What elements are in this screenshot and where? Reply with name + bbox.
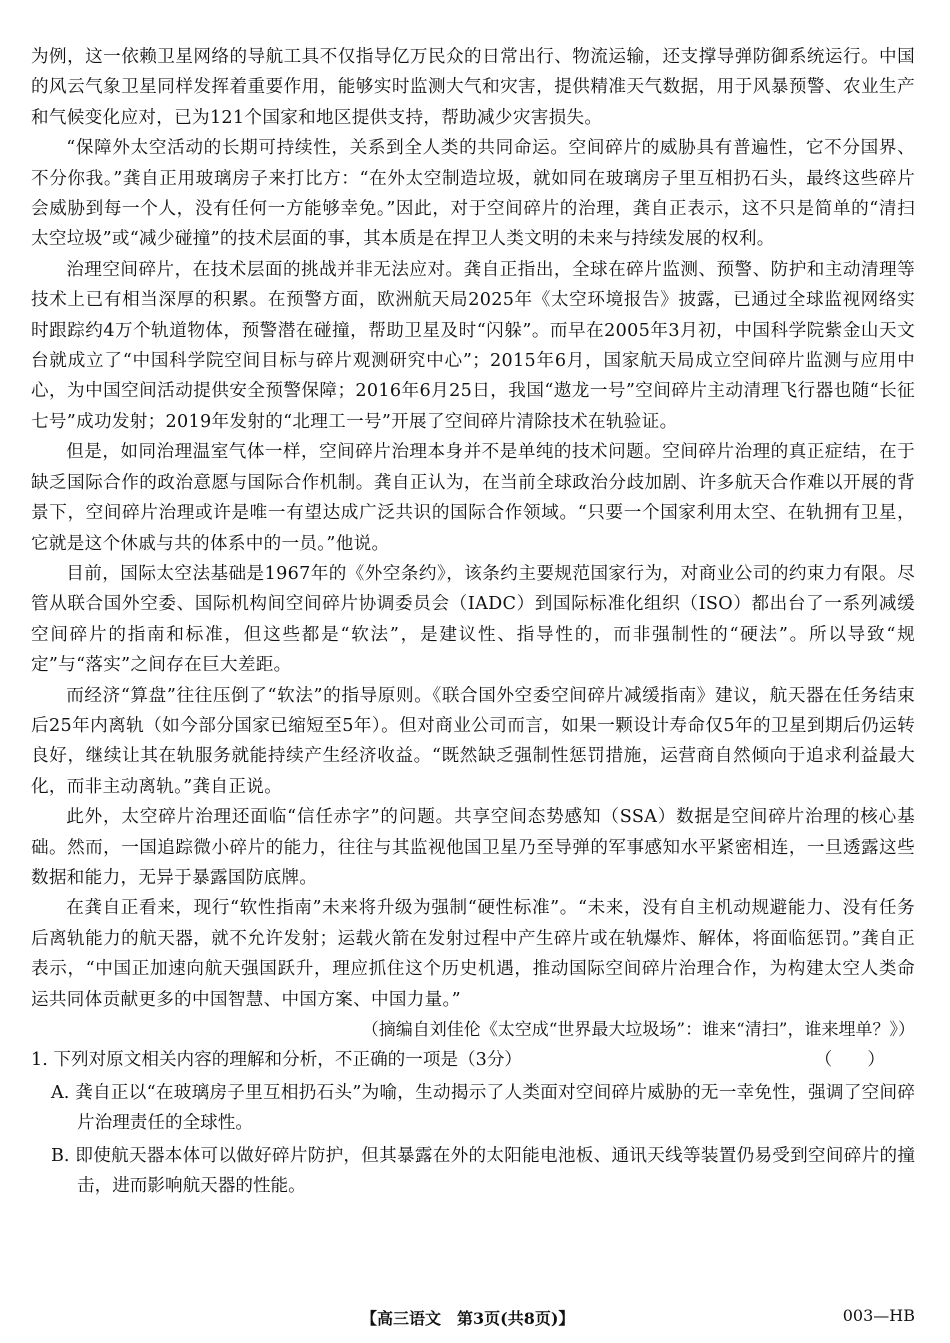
page-footer: [31, 1306, 915, 1343]
question-1: [31, 1045, 915, 1075]
paragraph-7: 此外，太空碎片治理还面临“信任赤字”的问题。共享空间态势感知（SSA）数据是空间碎片治理的核心基础。然而，一国追踪微小碎片的能力，往往与其监视他国卫星乃至导弹的军事感知水平紧密相连，一旦透露这些数据和能力，无异于暴露国防底牌。: [31, 807, 915, 888]
paragraph-3: 治理空间碎片，在技术层面的挑战并非无法应对。龚自正指出，全球在碎片监测、预警、防护和主动清理等技术上已有相当深厚的积累。在预警方面，欧洲航天局2025年《太空环境报告》披露，已通过全球监视网络实时跟踪约4万个轨道物体，预警潜在碰撞，帮助卫星及时“闪躲”。而早在2005年3月初，中国科学院紫金山天文台就成立了“中国科学院空间目标与碎片观测研究中心”；2015年6月，国家航天局成立空间碎片监测与应用中心，为中国空间活动提供安全预警保障；2016年6月25日，我国“遨龙一号”空间碎片主动清理飞行器也随“长征七号”成功发射；2019年发射的“北理工一号”开展了空间碎片清除技术在轨验证。: [31, 259, 915, 432]
option-a: A. 龚自正以“在玻璃房子里互相扔石头”为喻，生动揭示了人类面对空间碎片威胁的无一幸免性，强调了空间碎片治理责任的全球性。: [51, 1082, 915, 1134]
paragraph-8: 在龚自正看来，现行“软性指南”未来将升级为强制“硬性标准”。“未来，没有自主机动规避能力、没有任务后离轨能力的航天器，就不允许发射；运载火箭在发射过程中产生碎片或在轨爆炸、解体，将面临惩罚。”龚自正表示，“中国正加速向航天强国跃升，理应抓住这个历史机遇，推动国际空间碎片治理合作，为构建太空人类命运共同体贡献更多的中国智慧、中国方案、中国力量。”: [31, 898, 915, 1010]
paragraph-4: 但是，如同治理温室气体一样，空间碎片治理本身并不是单纯的技术问题。空间碎片治理的真正症结，在于缺乏国际合作的政治意愿与国际合作机制。龚自正认为，在当前全球政治分歧加剧、许多航天合作难以开展的背景下，空间碎片治理或许是唯一有望达成广泛共识的国际合作领域。“只要一个国家利用太空、在轨拥有卫星，它就是这个休戚与共的体系中的一员。”他说。: [31, 442, 915, 554]
answer-blank: （ ）: [814, 1050, 885, 1071]
question-stem: 1. 下列对原文相关内容的理解和分析，不正确的一项是（3分）: [31, 1050, 523, 1071]
paragraph-5: 目前，国际太空法基础是1967年的《外空条约》，该条约主要规范国家行为，对商业公司的约束力有限。尽管从联合国外空委、国际机构间空间碎片协调委员会（IADC）到国际标准化组织（ISO）都出台了一系列减缓空间碎片的指南和标准，但这些都是“软法”，是建议性、指导性的，而非强制性的“硬法”。所以导致“规定”与“落实”之间存在巨大差距。: [31, 563, 915, 676]
page-number-label: 【高三语文 第3页(共8页)】: [361, 1309, 575, 1328]
paragraph-1: 为例，这一依赖卫星网络的导航工具不仅指导亿万民众的日常出行、物流运输，还支撑导弹防御系统运行。中国的风云气象卫星同样发挥着重要作用，能够实时监测大气和灾害，提供精准天气数据，用于风暴预警、农业生产和气候变化应对，已为121个国家和地区提供支持，帮助减少灾害损失。: [31, 47, 915, 128]
paragraph-2: “保障外太空活动的长期可持续性，关系到全人类的共同命运。空间碎片的威胁具有普遍性，它不分国界、不分你我。”龚自正用玻璃房子来打比方：“在外太空制造垃圾，就如同在玻璃房子里互相扔石头，最终这些碎片会威胁到每一个人，没有任何一方能够幸免。”因此，对于空间碎片的治理，龚自正表示，这不只是简单的“清扫太空垃圾”或“减少碰撞”的技术层面的事，其本质是在捍卫人类文明的未来与持续发展的权利。: [31, 138, 915, 250]
exam-code: 003—HB: [842, 1306, 915, 1325]
source-citation: （摘编自刘佳伦《太空成“世界最大垃圾场”：谁来“清扫”，谁来埋单？》）: [361, 1020, 915, 1040]
option-b: B. 即使航天器本体可以做好碎片防护，但其暴露在外的太阳能电池板、通讯天线等装置仍易受到空间碎片的撞击，进而影响航天器的性能。: [51, 1145, 915, 1197]
paragraph-6: 而经济“算盘”往往压倒了“软法”的指导原则。《联合国外空委空间碎片减缓指南》建议，航天器在任务结束后25年内离轨（如今部分国家已缩短至5年）。但对商业公司而言，如果一颗设计寿命仅5年的卫星到期后仍运转良好，继续让其在轨服务就能持续产生经济收益。“既然缺乏强制性惩罚措施，运营商自然倾向于追求利益最大化，而非主动离轨。”龚自正说。: [31, 685, 915, 797]
article: [31, 42, 915, 1201]
